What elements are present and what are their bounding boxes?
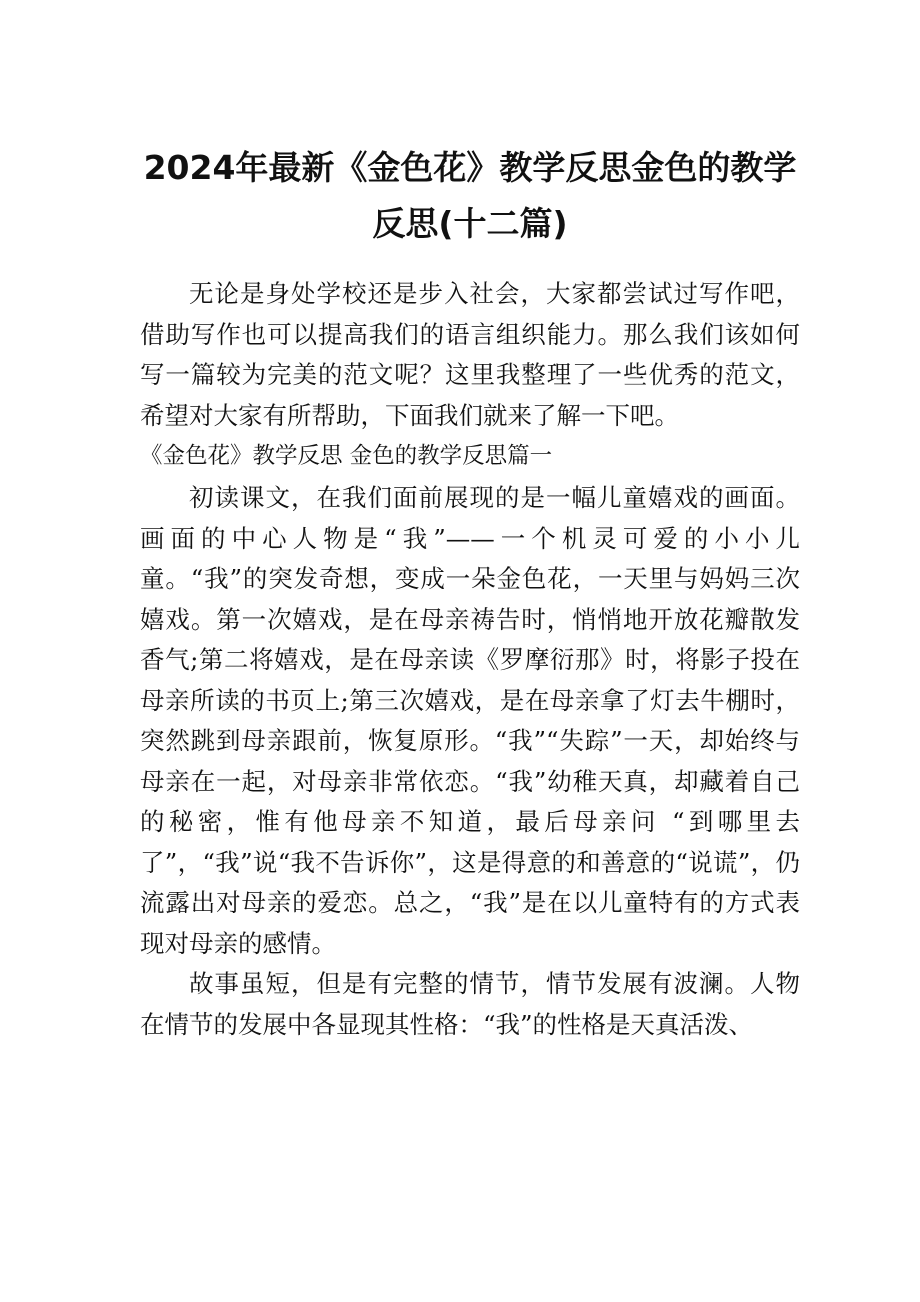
document-page (140, 140, 800, 1045)
title-line-2: 反思(十二篇) (372, 204, 568, 243)
title-line-1: 2024年最新《金色花》教学反思金色的教学 (143, 148, 797, 187)
document-title (140, 140, 800, 252)
section-heading: 《金色花》教学反思 金色的教学反思篇一 (140, 443, 553, 469)
body-paragraph-2: 故事虽短，但是有完整的情节，情节发展有波澜。人物在情节的发展中各显现其性格：“我”的性格是天真活泼、 (140, 969, 800, 1039)
intro-paragraph: 无论是身处学校还是步入社会，大家都尝试过写作吧，借助写作也可以提高我们的语言组织能力。那么我们该如何写一篇较为完美的范文呢？这里我整理了一些优秀的范文，希望对大家有所帮助，下面我们就来了解一下吧。 (140, 279, 800, 430)
body-paragraph-1: 初读课文，在我们面前展现的是一幅儿童嬉戏的画面。画面的中心人物是“我”——一个机灵可爱的小小儿童。“我”的突发奇想，变成一朵金色花，一天里与妈妈三次嬉戏。第一次嬉戏，是在母亲祷告时，悄悄地开放花瓣散发香气;第二将嬉戏，是在母亲读《罗摩衍那》时，将影子投在母亲所读的书页上;第三次嬉戏，是在母亲拿了灯去牛棚时，突然跳到母亲跟前，恢复原形。“我”“失踪”一天，却始终与母亲在一起，对母亲非常依恋。“我”幼稚天真，却藏着自己的秘密，惟有他母亲不知道，最后母亲问 “到哪里去了”，“我”说“我不告诉你”，这是得意的和善意的“说谎”，仍流露出对母亲的爱恋。总之，“我”是在以儿童特有的方式表现对母亲的感情。 (140, 483, 800, 958)
